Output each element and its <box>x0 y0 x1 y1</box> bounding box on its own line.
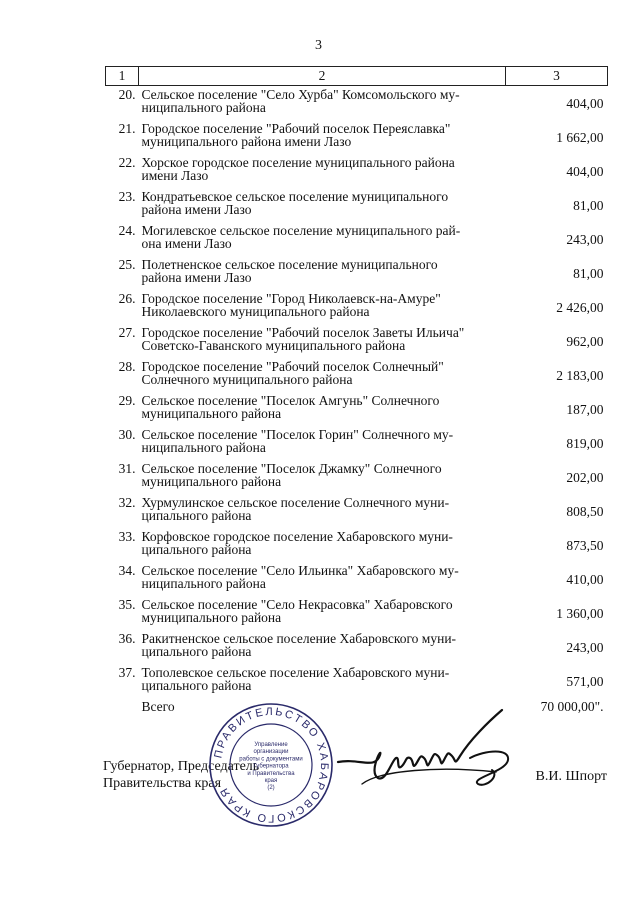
amount-value: 1 662,00 <box>556 129 604 145</box>
table-row <box>106 256 608 290</box>
amount-value: 962,00 <box>566 333 604 349</box>
settlement-name <box>139 562 506 596</box>
settlement-name-line2: имени Лазо <box>141 168 209 183</box>
table-row <box>106 664 608 698</box>
settlement-name-line2: ниципального района <box>141 100 266 115</box>
settlement-name-line1: Городское поселение "Город Николаевск-на-Амуре" <box>141 291 441 306</box>
row-number: 35. <box>118 597 136 612</box>
total-amount: 70 000,00". <box>540 699 604 714</box>
row-number: 33. <box>118 529 136 544</box>
amount-value: 571,00 <box>566 673 604 689</box>
amount-value: 808,50 <box>566 503 604 519</box>
seal-ring-text: ПРАВИТЕЛЬСТВО ХАБАРОВСКОГО КРАЯ <box>212 705 331 825</box>
amount-value: 202,00 <box>566 469 604 485</box>
settlement-name-line1: Сельское поселение "Село Хурба" Комсомольского му- <box>141 87 460 102</box>
settlement-name-line1: Полетненское сельское поселение муниципального <box>141 257 438 272</box>
settlement-name <box>139 188 506 222</box>
table-row <box>106 290 608 324</box>
row-number: 32. <box>118 495 136 510</box>
amount-value: 404,00 <box>566 95 604 111</box>
signatory-name: В.И. Шпорт <box>535 769 607 784</box>
settlement-name-line1: Сельское поселение "Поселок Джамку" Солнечного <box>141 461 442 476</box>
settlement-name-line2: Солнечного муниципального района <box>141 372 353 387</box>
seal-inner-line: работы с документами <box>239 756 303 763</box>
settlement-name-line2: ниципального района <box>141 576 266 591</box>
table-row <box>106 120 608 154</box>
settlement-name-line1: Хорское городское поселение муниципального района <box>141 155 455 170</box>
amount-value: 410,00 <box>566 571 604 587</box>
header-col-number: 1 <box>106 67 139 86</box>
table-row <box>106 596 608 630</box>
table-row <box>106 324 608 358</box>
row-number: 31. <box>118 461 136 476</box>
settlement-name-line2: муниципального района <box>141 406 282 421</box>
row-number: 22. <box>118 155 136 170</box>
signatory-title-line1: Губернатор, Председатель <box>103 759 260 774</box>
settlement-name-line2: муниципального района <box>141 610 282 625</box>
row-number: 23. <box>118 189 136 204</box>
settlement-name <box>139 494 506 528</box>
amount-value: 2 183,00 <box>556 367 604 383</box>
table-row <box>106 86 608 121</box>
settlement-name <box>139 120 506 154</box>
amount-value: 2 426,00 <box>556 299 604 315</box>
seal-inner-line: организации <box>253 749 289 756</box>
settlement-name-line2: Советско-Гаванского муниципального района <box>141 338 406 353</box>
settlement-name-line2: ципального района <box>141 678 252 693</box>
amount-value: 243,00 <box>566 231 604 247</box>
row-number: 28. <box>118 359 136 374</box>
settlement-name <box>139 528 506 562</box>
settlement-name-line2: муниципального района <box>141 474 282 489</box>
settlement-name-line1: Сельское поселение "Поселок Горин" Солнечного му- <box>141 427 454 442</box>
table-header-row <box>106 67 608 86</box>
table-body <box>106 86 608 719</box>
settlement-name <box>139 358 506 392</box>
settlement-name <box>139 256 506 290</box>
settlement-name-line1: Сельское поселение "Село Некрасовка" Хабаровского <box>141 597 453 612</box>
settlement-name <box>139 426 506 460</box>
row-number: 29. <box>118 393 136 408</box>
header-col-amount: 3 <box>506 67 608 86</box>
settlement-name <box>139 392 506 426</box>
settlement-name-line1: Сельское поселение "Поселок Амгунь" Солнечного <box>141 393 440 408</box>
seal-inner-line: Губернатора <box>253 763 289 770</box>
amount-value: 187,00 <box>566 401 604 417</box>
table-row <box>106 528 608 562</box>
settlement-name-line2: она имени Лазо <box>141 236 232 251</box>
settlement-name <box>139 664 506 698</box>
row-number: 26. <box>118 291 136 306</box>
settlement-name <box>139 596 506 630</box>
row-number: 20. <box>118 87 136 102</box>
row-number: 30. <box>118 427 136 442</box>
table-row <box>106 188 608 222</box>
row-number: 36. <box>118 631 136 646</box>
table-row <box>106 630 608 664</box>
page-number: 3 <box>315 38 322 53</box>
settlement-name <box>139 86 506 121</box>
row-number: 21. <box>118 121 136 136</box>
seal-inner-line: края <box>264 778 278 784</box>
settlement-name-line1: Корфовское городское поселение Хабаровского муни- <box>141 529 453 544</box>
settlement-name-line2: ципального района <box>141 644 252 659</box>
signatory-title-line2: Правительства края <box>103 776 222 791</box>
settlement-name-line2: ниципального района <box>141 440 266 455</box>
table-row <box>106 358 608 392</box>
settlement-name <box>139 222 506 256</box>
amount-value: 873,50 <box>566 537 604 553</box>
settlement-name <box>139 324 506 358</box>
amount-value: 81,00 <box>573 197 604 213</box>
settlement-name-line2: муниципального района имени Лазо <box>141 134 352 149</box>
settlement-name <box>139 630 506 664</box>
settlement-name-line1: Городское поселение "Рабочий поселок Солнечный" <box>141 359 444 374</box>
row-number: 25. <box>118 257 136 272</box>
seal-inner-line: Управление <box>254 742 288 748</box>
settlement-name <box>139 460 506 494</box>
table-row <box>106 494 608 528</box>
settlement-name <box>139 290 506 324</box>
total-empty-cell <box>106 698 139 718</box>
table-row <box>106 460 608 494</box>
settlement-name-line2: района имени Лазо <box>141 270 252 285</box>
settlement-name-line1: Сельское поселение "Село Ильинка" Хабаровского му- <box>141 563 459 578</box>
row-number: 34. <box>118 563 136 578</box>
settlement-name-line2: района имени Лазо <box>141 202 252 217</box>
amount-value: 81,00 <box>573 265 604 281</box>
row-number: 24. <box>118 223 136 238</box>
table-row <box>106 562 608 596</box>
row-number: 27. <box>118 325 136 340</box>
amount-value: 819,00 <box>566 435 604 451</box>
settlement-name <box>139 154 506 188</box>
amount-value: 243,00 <box>566 639 604 655</box>
settlement-name-line1: Кондратьевское сельское поселение муниципального <box>141 189 449 204</box>
amount-value: 1 360,00 <box>556 605 604 621</box>
amount-value: 404,00 <box>566 163 604 179</box>
official-seal <box>208 702 334 828</box>
settlement-name-line2: ципального района <box>141 508 252 523</box>
seal-inner-line: (2) <box>267 785 275 792</box>
signature-image <box>320 700 520 800</box>
settlement-name-line1: Могилевское сельское поселение муниципального рай- <box>141 223 461 238</box>
allocation-table <box>105 66 608 718</box>
settlement-name-line1: Тополевское сельское поселение Хабаровского муни- <box>141 665 450 680</box>
header-col-name: 2 <box>139 67 506 86</box>
table-row <box>106 392 608 426</box>
settlement-name-line1: Ракитненское сельское поселение Хабаровского муни- <box>141 631 457 646</box>
seal-inner-line: и Правительства <box>247 770 295 777</box>
settlement-name-line2: ципального района <box>141 542 252 557</box>
settlement-name-line2: Николаевского муниципального района <box>141 304 370 319</box>
table-row <box>106 426 608 460</box>
table-row <box>106 222 608 256</box>
settlement-name-line1: Городское поселение "Рабочий поселок Переяславка" <box>141 121 451 136</box>
table-row <box>106 154 608 188</box>
total-label: Всего <box>141 699 175 714</box>
settlement-name-line1: Городское поселение "Рабочий поселок Заветы Ильича" <box>141 325 465 340</box>
settlement-name-line1: Хурмулинское сельское поселение Солнечного муни- <box>141 495 450 510</box>
row-number: 37. <box>118 665 136 680</box>
